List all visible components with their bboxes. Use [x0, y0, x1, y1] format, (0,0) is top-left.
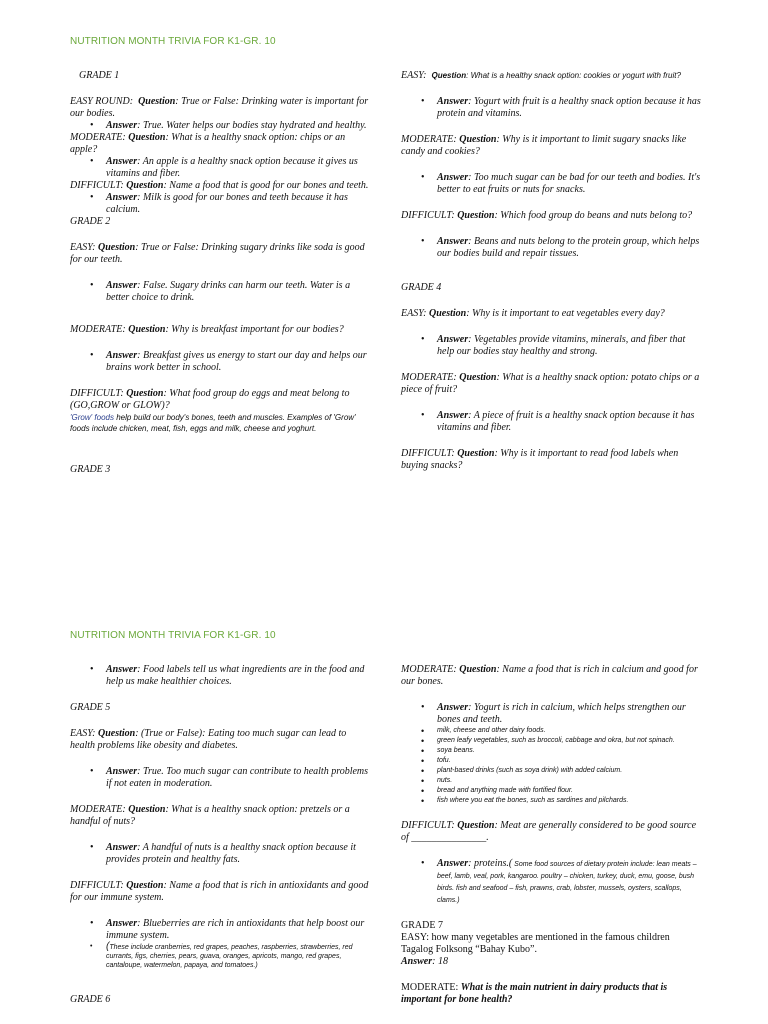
- page2-right-column: [401, 664, 701, 1006]
- page2-left-column: [70, 664, 370, 1006]
- question: EASY: Question: (True or False): Eating too much sugar can lead to health problems like obesity and diabetes.: [70, 728, 347, 751]
- calcium-food-item: • bread and anything made with fortified flour.: [401, 786, 701, 796]
- grade-heading: GRADE 4: [401, 282, 442, 293]
- question: EASY: Question: Why is it important to eat vegetables every day?: [401, 308, 665, 319]
- page-2: [0, 620, 768, 1024]
- grade-heading: GRADE 6: [70, 994, 111, 1005]
- question: MODERATE: Question: What is a healthy snack option: chips or an apple?: [70, 132, 346, 155]
- page-header: NUTRITION MONTH TRIVIA FOR K1-GR. 10: [70, 630, 276, 641]
- answer-item: • Answer: Beans and nuts belong to the protein group, which helps our bodies build and repair tissues.: [401, 236, 701, 260]
- calcium-food-item: • green leafy vegetables, such as broccoli, cabbage and okra, but not spinach.: [401, 736, 701, 746]
- question: EASY: how many vegetables are mentioned in the famous children Tagalog Folksong “Bahay Kubo”.: [401, 932, 670, 955]
- answer-item: • Answer: False. Sugary drinks can harm our teeth. Water is a better choice to drink.: [70, 280, 370, 304]
- page1-left-column: [70, 70, 370, 476]
- calcium-food-item: • milk, cheese and other dairy foods.: [401, 726, 701, 736]
- answer-item: • Answer: Vegetables provide vitamins, minerals, and fiber that help our bodies stay healthy and strong.: [401, 334, 701, 358]
- answer-item: • Answer: Breakfast gives us energy to start our day and helps our brains work better in school.: [70, 350, 370, 374]
- grade-heading: GRADE 2: [70, 216, 111, 227]
- answer-item: • Answer: A handful of nuts is a healthy snack option because it provides protein and healthy fats.: [70, 842, 370, 866]
- question: MODERATE: What is the main nutrient in dairy products that is important for bone health?: [401, 982, 668, 1005]
- calcium-food-item: • soya beans.: [401, 746, 701, 756]
- question: DIFFICULT: Question: Meat are generally considered to be good source of _______________.: [401, 820, 697, 843]
- answer-item: • Answer: Yogurt with fruit is a healthy snack option because it has protein and vitamins.: [401, 96, 701, 120]
- answer-item: • Answer: A piece of fruit is a healthy snack option because it has vitamins and fiber.: [401, 410, 701, 434]
- grade-heading: GRADE 5: [70, 702, 111, 713]
- calcium-food-item: • fish where you eat the bones, such as sardines and pilchards.: [401, 796, 701, 806]
- grade-heading: GRADE 1: [79, 70, 120, 81]
- question: MODERATE: Question: Why is it important to limit sugary snacks like candy and cookies?: [401, 134, 687, 157]
- grade-heading: GRADE 3: [70, 464, 111, 475]
- question: EASY: Question: What is a healthy snack option: cookies or yogurt with fruit?: [401, 70, 681, 81]
- answer-extra-item: • (These include cranberries, red grapes, peaches, raspberries, strawberries, red currants, figs, cherries, pears, guava, oranges, apricots, mango, red grapes, cantaloupe, watermelon, papaya, and tomatoes.): [70, 942, 370, 970]
- answer-item: • Answer: Yogurt is rich in calcium, which helps strengthen our bones and teeth.: [401, 702, 701, 726]
- calcium-food-item: • plant-based drinks (such as soya drink) with added calcium.: [401, 766, 701, 776]
- question: DIFFICULT: Question: What food group do eggs and meat belong to (GO,GROW or GLOW)?: [70, 388, 350, 411]
- question: DIFFICULT: Question: Why is it important to read food labels when buying snacks?: [401, 448, 679, 471]
- answer-item: • Answer: Milk is good for our bones and teeth because it has calcium.: [70, 192, 370, 216]
- question: EASY ROUND: Question: True or False: Drinking water is important for our bodies.: [70, 96, 369, 119]
- question: DIFFICULT: Question: Name a food that is good for our bones and teeth.: [70, 180, 369, 191]
- question: MODERATE: Question: Name a food that is rich in calcium and good for our bones.: [401, 664, 698, 687]
- question: EASY: Question: True or False: Drinking sugary drinks like soda is good for our teeth.: [70, 242, 365, 265]
- answer-item: • Answer: True. Water helps our bodies stay hydrated and healthy.: [70, 120, 370, 132]
- question: DIFFICULT: Question: Name a food that is rich in antioxidants and good for our immune system.: [70, 880, 369, 903]
- calcium-food-item: • tofu.: [401, 756, 701, 766]
- calcium-food-item: • nuts.: [401, 776, 701, 786]
- answer-item: • Answer: proteins.( Some food sources of dietary protein include: lean meats – beef, lamb, veal, pork, kangaroo. poultry – chicken, turkey, duck, emu, goose, bush birds. fish and seafood – fish, prawns, crab, lobster, mussels, oysters, scallops, clams.): [401, 858, 701, 906]
- answer-item: • Answer: Food labels tell us what ingredients are in the food and help us make healthier choices.: [70, 664, 370, 688]
- page-header: NUTRITION MONTH TRIVIA FOR K1-GR. 10: [70, 36, 276, 47]
- answer: Answer: 18: [401, 956, 448, 967]
- page1-right-column: [401, 70, 701, 472]
- answer-item: • Answer: True. Too much sugar can contribute to health problems if not eaten in moderation.: [70, 766, 370, 790]
- answer-item: • Answer: Too much sugar can be bad for our teeth and bodies. It's better to eat fruits or nuts for snacks.: [401, 172, 701, 196]
- grow-foods-note: 'Grow' foods help build our body's bones, teeth and muscles. Examples of 'Grow' foods include chicken, meat, fish, eggs and milk, cheese and yoghurt.: [70, 413, 356, 433]
- answer-item: • Answer: An apple is a healthy snack option because it gives us vitamins and fiber.: [70, 156, 370, 180]
- question: MODERATE: Question: Why is breakfast important for our bodies?: [70, 324, 344, 335]
- grade-heading: GRADE 7: [401, 920, 443, 931]
- answer-item: • Answer: Blueberries are rich in antioxidants that help boost our immune system.: [70, 918, 370, 942]
- question: MODERATE: Question: What is a healthy snack option: potato chips or a piece of fruit?: [401, 372, 700, 395]
- question: DIFFICULT: Question: Which food group do beans and nuts belong to?: [401, 210, 693, 221]
- question: MODERATE: Question: What is a healthy snack option: pretzels or a handful of nuts?: [70, 804, 350, 827]
